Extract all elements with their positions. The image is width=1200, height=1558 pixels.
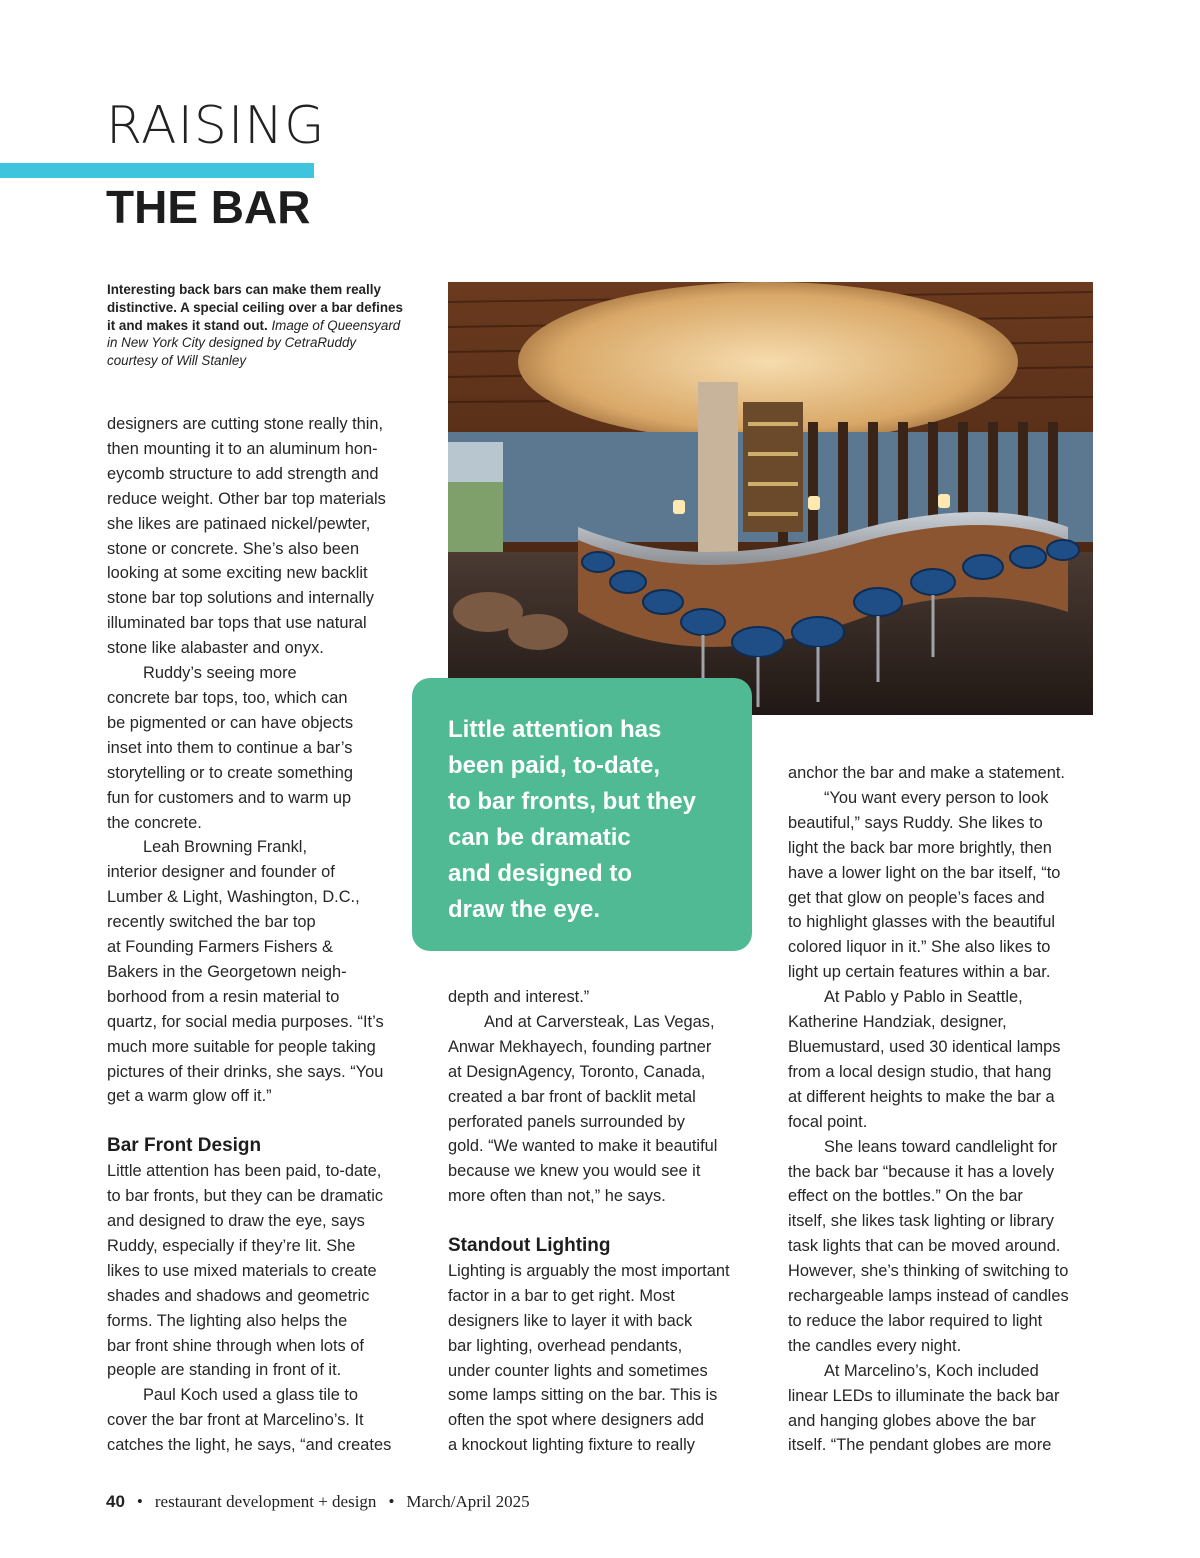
col3-paragraph-1: anchor the bar and make a statement. [788, 764, 1065, 782]
col1-paragraph-2: Ruddy’s seeing more concrete bar tops, too, which can be pigmented or can have objects inset into them to continue a bar’s storytelling or to create something fun for customers and to warm up the concrete. [107, 664, 354, 832]
col3-paragraph-4: She leans toward candlelight for the back bar “because it has a lovely effect on the bottles.” On the bar itself, she likes task lighting or library task lights that can be moved around. However, she’s thinking of switching to rechargeable lamps instead of candles to reduce the labor required to light the candles every night. [788, 1137, 1069, 1355]
col1-paragraph-4: Little attention has been paid, to-date, to bar fronts, but they can be dramatic and designed to draw the eye, says Ruddy, especially if they’re lit. She likes to use mixed materials to create shades and shadows and geometric forms. The lighting also helps the bar front shine through when lots of people are standing in front of it. [107, 1162, 384, 1380]
publication-name: restaurant development + design [154, 1492, 377, 1511]
col1-paragraph-5: Paul Koch used a glass tile to cover the bar front at Marcelino’s. It catches the light, he says, “and creates [107, 1386, 392, 1455]
photo-caption [107, 281, 407, 370]
col2-paragraph-3: Lighting is arguably the most important factor in a bar to get right. Most designers like to layer it with back bar lighting, overhead pendants, under counter lights and sometimes some lamps sitting on the bar. This is often the spot where designers add a knockout lighting fixture to really [448, 1261, 730, 1455]
spacer [448, 1209, 768, 1234]
col1-paragraph-1: designers are cutting stone really thin, then mounting it to an aluminum hon- eycomb structure to add strength and reduce weight. Other bar top materials she likes are patinaed nickel/pewter, stone or concrete. She’s also been looking at some exciting new backlit stone bar top solutions and internally illuminated bar tops that use natural stone like alabaster and onyx. [107, 415, 386, 658]
accent-rule [0, 163, 314, 178]
col3-paragraph-2: “You want every person to look beautiful,” says Ruddy. She likes to light the back bar more brightly, then have a lower light on the bar itself, “to get that glow on people’s faces and to highlight glasses with the beautiful colored liquor in it.” She also likes to light up certain features within a bar. [788, 788, 1061, 982]
headline-line-2: THE BAR [106, 181, 311, 233]
caption-bold: Interesting back bars can make them really distinctive. A special ceiling over a bar defines it and makes it stand out. [107, 282, 403, 333]
caption-credit: Image of Queensyard in New York City designed by CetraRuddy courtesy of Will Stanley [107, 317, 401, 369]
spacer [107, 1109, 417, 1134]
page-footer [106, 1492, 530, 1512]
bar-photo-illustration [448, 282, 1093, 715]
col1-paragraph-3: Leah Browning Frankl, interior designer and founder of Lumber & Light, Washington, D.C., recently switched the bar top at Founding Farmers Fishers & Bakers in the Georgetown neigh- borhood from a resin material to quartz, for social media purposes. “It’s much more suitable for people taking pictures of their drinks, she says. “You get a warm glow off it.” [107, 838, 384, 1106]
bullet-separator: • [388, 1492, 395, 1511]
col2-paragraph-2: And at Carversteak, Las Vegas, Anwar Mekhayech, founding partner at DesignAgency, Toronto, Canada, created a bar front of backlit metal perforated panels surrounded by gold. “We wanted to make it beautiful because we knew you would see it more often than not,” he says. [448, 1012, 718, 1206]
col2-paragraph-1: depth and interest.” [448, 988, 590, 1006]
body-column-1 [107, 412, 417, 1458]
issue-date: March/April 2025 [406, 1492, 530, 1511]
page-number: 40 [106, 1492, 125, 1511]
section-heading-bar-front-design: Bar Front Design [107, 1135, 262, 1157]
bullet-separator: • [136, 1492, 143, 1511]
pull-quote-box [412, 678, 752, 951]
col3-paragraph-3: At Pablo y Pablo in Seattle, Katherine Handziak, designer, Bluemustard, used 30 identical lamps from a local design studio, that hang at different heights to make the bar a focal point. [788, 988, 1061, 1131]
pull-quote-text: Little attention has been paid, to-date, to bar fronts, but they can be dramatic and designed to draw the eye. [448, 716, 696, 923]
body-column-2 [448, 985, 768, 1458]
section-heading-standout-lighting: Standout Lighting [448, 1235, 611, 1257]
col3-paragraph-5: At Marcelino’s, Koch included linear LEDs to illuminate the back bar and hanging globes above the bar itself. “The pendant globes are more [788, 1361, 1060, 1455]
bar-interior-photo [448, 282, 1093, 715]
headline-line-1: RAISING [106, 96, 326, 156]
body-column-3 [788, 761, 1103, 1458]
